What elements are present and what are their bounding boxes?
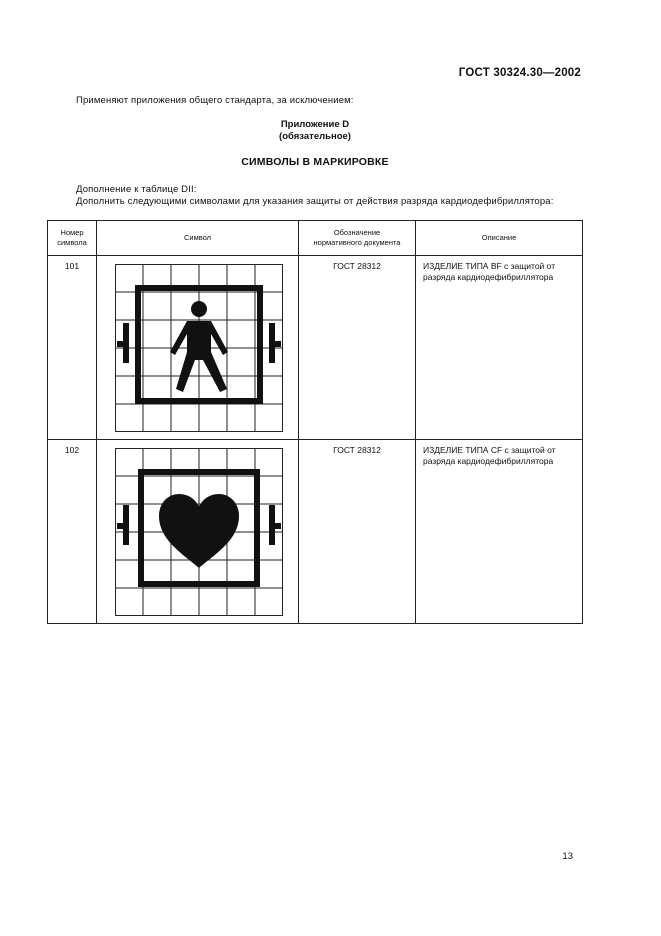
header-symbol: Символ: [97, 221, 299, 256]
header-symbol-number: [48, 221, 97, 256]
appendix-title: Приложение D: [280, 119, 350, 130]
header-number-line-2: символа: [57, 238, 87, 247]
header-number-line-1: Номер: [60, 228, 84, 237]
symbol-cell: [97, 440, 299, 624]
addendum-line-2: Дополнить следующими символами для указания защиты от действия разряда кардиодефибриллятора:: [76, 196, 554, 207]
symbol-number: 101: [48, 256, 97, 440]
addendum-text: [76, 184, 554, 208]
header-document-line-2: нормативного документа: [313, 238, 401, 247]
table-row: [48, 440, 583, 624]
appendix-status: (обязательное): [279, 131, 351, 142]
type-bf-defibrillation-proof-icon: [115, 264, 283, 432]
header-document: [299, 221, 416, 256]
document-reference: ГОСТ 28312: [299, 256, 416, 440]
header-description: Описание: [416, 221, 583, 256]
page-number: 13: [562, 851, 573, 862]
appendix-heading: [0, 119, 630, 143]
symbol-description: ИЗДЕЛИЕ ТИПА BF с защитой от разряда кардиодефибриллятора: [416, 256, 583, 440]
symbol-number: 102: [48, 440, 97, 624]
intro-text: Применяют приложения общего стандарта, за исключением:: [76, 95, 354, 106]
header-document-line-1: Обозначение: [333, 228, 381, 237]
document-reference: ГОСТ 28312: [299, 440, 416, 624]
addendum-line-1: Дополнение к таблице DII:: [76, 184, 197, 195]
symbol-description: ИЗДЕЛИЕ ТИПА CF с защитой от разряда кардиодефибриллятора: [416, 440, 583, 624]
table-header-row: [48, 221, 583, 256]
table-row: [48, 256, 583, 440]
section-title: СИМВОЛЫ В МАРКИРОВКЕ: [241, 156, 389, 168]
symbol-cell: [97, 256, 299, 440]
type-cf-defibrillation-proof-icon: [115, 448, 283, 616]
symbols-table: [47, 220, 583, 624]
document-code: ГОСТ 30324.30—2002: [458, 67, 581, 79]
